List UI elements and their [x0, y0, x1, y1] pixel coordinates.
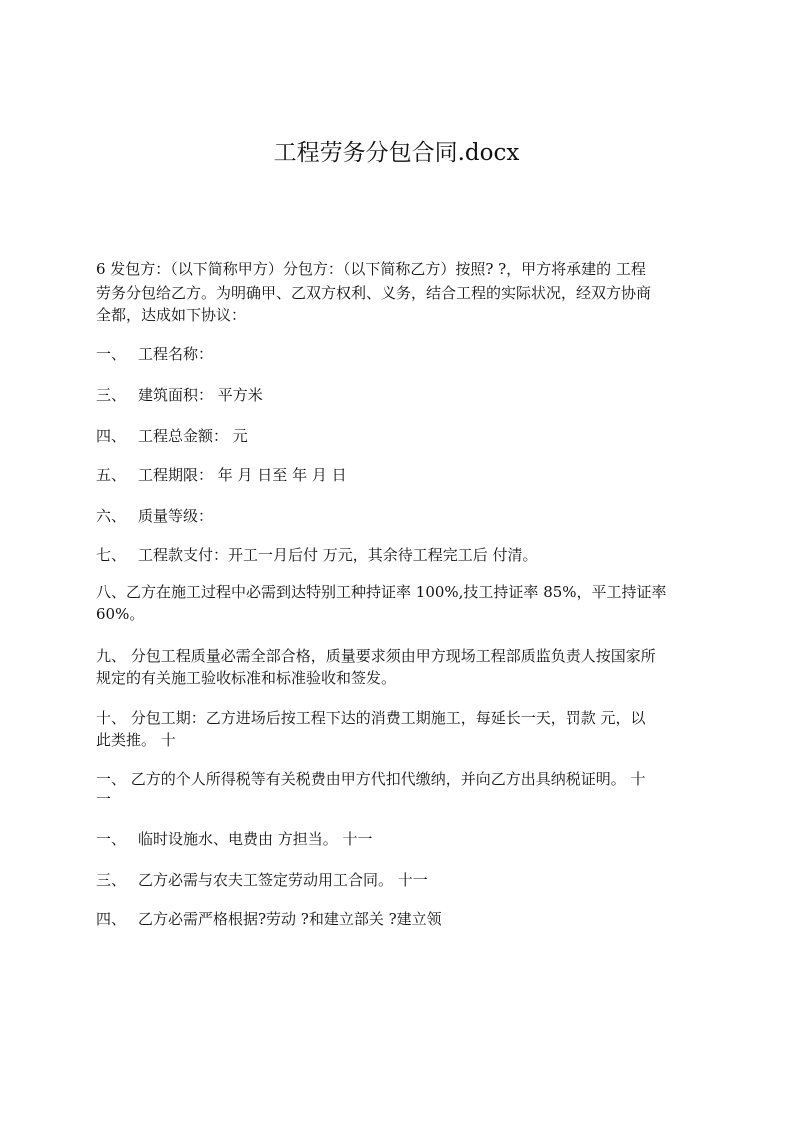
clause-number: 五、 [96, 466, 127, 484]
clause-text: 质量等级： [138, 507, 214, 525]
clause-8-line-2: 60%。 [96, 605, 145, 623]
clause-10-line-2: 此类推。 十 [96, 731, 176, 749]
clause-number: 一、 [96, 830, 127, 848]
clause-quality-grade [96, 505, 213, 527]
clause-number: 四、 [96, 910, 127, 928]
clause-text: 工程总金额： 元 [138, 427, 248, 445]
clause-text: 乙方必需与农夫工签定劳动用工合同。 十一 [138, 871, 428, 889]
clause-project-name [96, 343, 213, 365]
clause-text: 工程名称： [138, 345, 214, 363]
clause-project-period [96, 464, 347, 486]
clause-text: 工程期限： 年 月 日至 年 月 日 [138, 466, 347, 484]
clause-8-line-1: 八、乙方在施工过程中必需到达特别工种持证率 100%,技工持证率 85%，平工持证率 [96, 583, 667, 601]
intro-line-2: 劳务分包给乙方。为明确甲、乙双方权利、义务，结合工程的实际状况，经双方协商 [96, 284, 652, 302]
clause-labor-contract [96, 869, 428, 891]
clause-payment [96, 544, 538, 566]
clause-text: 工程款支付：开工一月后付 万元，其余待工程完工后 付清。 [138, 546, 538, 564]
clause-building-area [96, 384, 263, 406]
intro-line-3: 全都，达成如下协议： [96, 306, 247, 324]
clause-11-line-1: 一、 乙方的个人所得税等有关税费由甲方代扣代缴纳，并向乙方出具纳税证明。 十 [96, 770, 646, 788]
clause-number: 一、 [96, 345, 127, 363]
clause-number: 三、 [96, 871, 127, 889]
clause-labor-law [96, 908, 442, 930]
clause-text: 临时设施水、电费由 方担当。 十一 [138, 830, 373, 848]
clause-number: 三、 [96, 386, 127, 404]
clause-number: 六、 [96, 507, 127, 525]
clause-number: 四、 [96, 427, 127, 445]
clause-11-line-2: 一 [96, 790, 112, 808]
clause-utilities [96, 828, 373, 850]
clause-9-line-2: 规定的有关施工验收标准和标准验收和签发。 [96, 669, 397, 687]
clause-text: 乙方必需严格根据?劳动 ?和建立部关 ?建立领 [138, 910, 442, 928]
intro-line-1: 6 发包方：（以下简称甲方）分包方：（以下简称乙方）按照? ?，甲方将承建的 工程 [96, 260, 646, 278]
document-title: 工程劳务分包合同.docx [273, 140, 520, 166]
clause-10-line-1: 十、 分包工期：乙方进场后按工程下达的消费工期施工，每延长一天，罚款 元，以 [96, 709, 646, 727]
clause-number: 七、 [96, 546, 127, 564]
clause-text: 建筑面积： 平方米 [138, 386, 263, 404]
clause-9-line-1: 九、 分包工程质量必需全部合格，质量要求须由甲方现场工程部质监负责人按国家所 [96, 647, 656, 665]
clause-total-amount [96, 425, 248, 447]
